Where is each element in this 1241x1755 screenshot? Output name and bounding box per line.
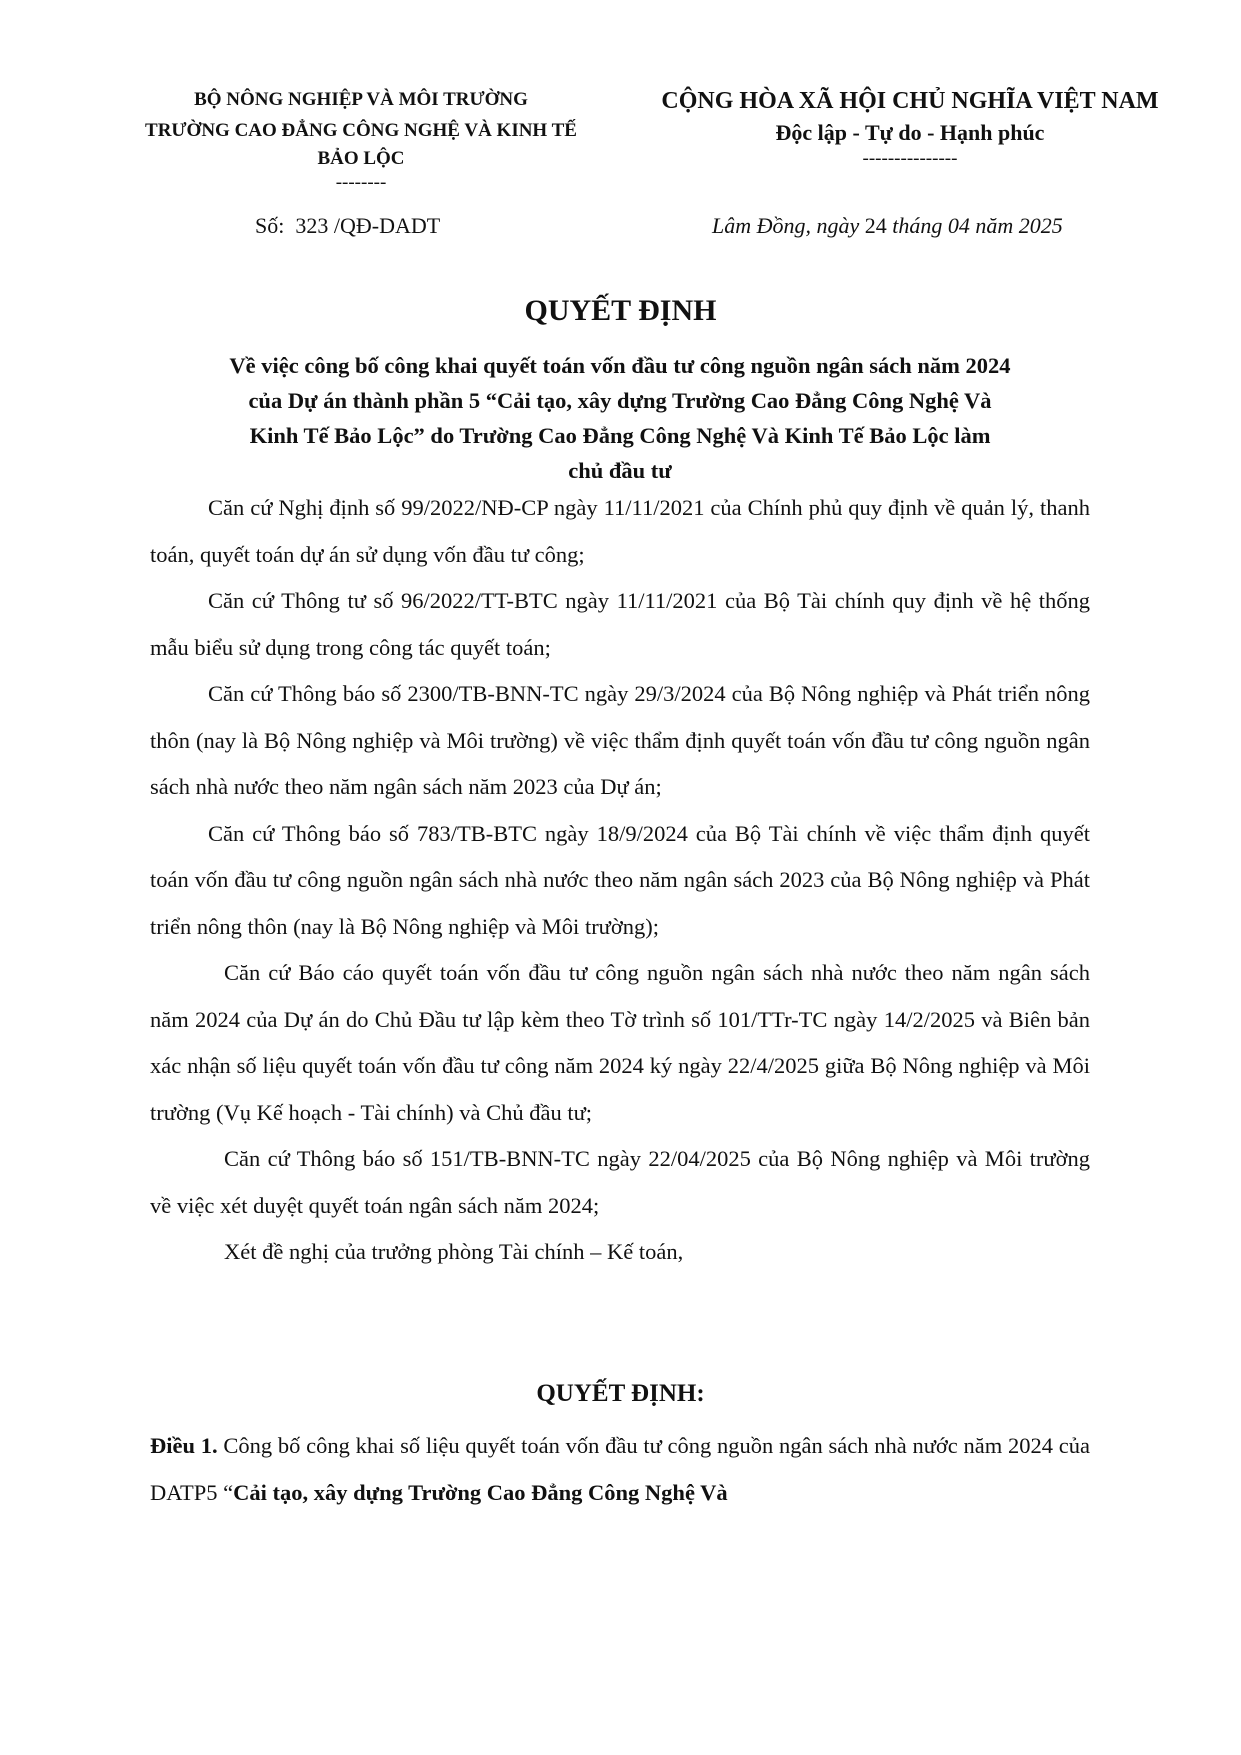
- issuer-block: [112, 84, 610, 194]
- article-label: Điều 1.: [150, 1433, 218, 1458]
- article-project-name: Cải tạo, xây dựng Trường Cao Đẳng Công Nghệ Và: [233, 1479, 728, 1505]
- school-name-line1: TRƯỜNG CAO ĐẲNG CÔNG NGHỆ VÀ KINH TẾ: [145, 120, 577, 141]
- national-motto: Độc lập - Tự do - Hạnh phúc: [775, 120, 1045, 145]
- legal-bases: [150, 485, 1090, 1276]
- country-name: CỘNG HÒA XÃ HỘI CHỦ NGHĨA VIỆT NAM: [661, 88, 1159, 114]
- subject-line: Kinh Tế Bảo Lộc” do Trường Cao Đẳng Công Nghệ Và Kinh Tế Bảo Lộc làm: [249, 423, 991, 448]
- number-value: 323 /QĐ-DADT: [295, 213, 441, 238]
- number-label: Số:: [255, 213, 285, 238]
- school-name-line2: BẢO LỘC: [317, 148, 405, 169]
- legal-basis-decree: Căn cứ Nghị định số 99/2022/NĐ-CP ngày 11/11/2021 của Chính phủ quy định về quản lý, thanh toán, quyết toán dự án sử dụng vốn đầu tư công;: [150, 495, 1090, 567]
- national-header: [640, 84, 1180, 170]
- subject-line: của Dự án thành phần 5 “Cải tạo, xây dựng Trường Cao Đẳng Công Nghệ Và: [248, 388, 992, 413]
- document-date: [712, 213, 1063, 239]
- ministry-name: BỘ NÔNG NGHIỆP VÀ MÔI TRƯỜNG: [194, 89, 528, 110]
- document-title: QUYẾT ĐỊNH: [524, 294, 717, 327]
- date-suffix: tháng 04 năm 2025: [892, 213, 1063, 238]
- proposal-statement: Xét đề nghị của trưởng phòng Tài chính – Kế toán,: [224, 1239, 684, 1264]
- legal-basis-notice-783: Căn cứ Thông báo số 783/TB-BTC ngày 18/9/2024 của Bộ Tài chính về việc thẩm định quyết toán vốn đầu tư công nguồn ngân sách nhà nước theo năm ngân sách 2023 của Bộ Nông nghiệp và Phát triển nông thôn (nay là Bộ Nông nghiệp và Môi trường);: [150, 820, 1090, 939]
- legal-basis-notice-2300: Căn cứ Thông báo số 2300/TB-BNN-TC ngày 29/3/2024 của Bộ Nông nghiệp và Phát triển nông thôn (nay là Bộ Nông nghiệp và Môi trường) về việc thẩm định quyết toán vốn đầu tư công nguồn ngân sách nhà nước theo năm ngân sách năm 2023 của Dự án;: [150, 681, 1090, 799]
- issuer-divider: --------: [335, 172, 387, 193]
- legal-basis-report: Căn cứ Báo cáo quyết toán vốn đầu tư công nguồn ngân sách nhà nước theo năm ngân sách năm 2024 của Dự án do Chủ Đầu tư lập kèm theo Tờ trình số 101/TTr-TC ngày 14/2/2025 và Biên bản xác nhận số liệu quyết toán vốn đầu tư công năm 2024 ký ngày 22/4/2025 giữa Bộ Nông nghiệp và Môi trường (Vụ Kế hoạch - Tài chính) và Chủ đầu tư;: [150, 960, 1090, 1125]
- date-day: 24: [864, 213, 887, 238]
- article-text: Công bố công khai số liệu quyết toán vốn đầu tư công nguồn ngân sách nhà nước năm 2024 của DATP5 “: [150, 1433, 1090, 1505]
- decision-heading: QUYẾT ĐỊNH:: [536, 1380, 705, 1407]
- document-number: [255, 213, 440, 239]
- subject-line: Về việc công bố công khai quyết toán vốn đầu tư công nguồn ngân sách năm 2024: [229, 353, 1011, 378]
- subject-line: chủ đầu tư: [568, 458, 672, 483]
- motto-divider: ---------------: [862, 148, 958, 169]
- document-subject: [150, 348, 1090, 488]
- article-1: [150, 1423, 1090, 1516]
- legal-basis-notice-151: Căn cứ Thông báo số 151/TB-BNN-TC ngày 22/04/2025 của Bộ Nông nghiệp và Môi trường về việc xét duyệt quyết toán ngân sách năm 2024;: [150, 1146, 1090, 1218]
- date-prefix: Lâm Đồng, ngày: [712, 213, 860, 238]
- legal-basis-circular: Căn cứ Thông tư số 96/2022/TT-BTC ngày 11/11/2021 của Bộ Tài chính quy định về hệ thống mẫu biểu sử dụng trong công tác quyết toán;: [150, 588, 1090, 660]
